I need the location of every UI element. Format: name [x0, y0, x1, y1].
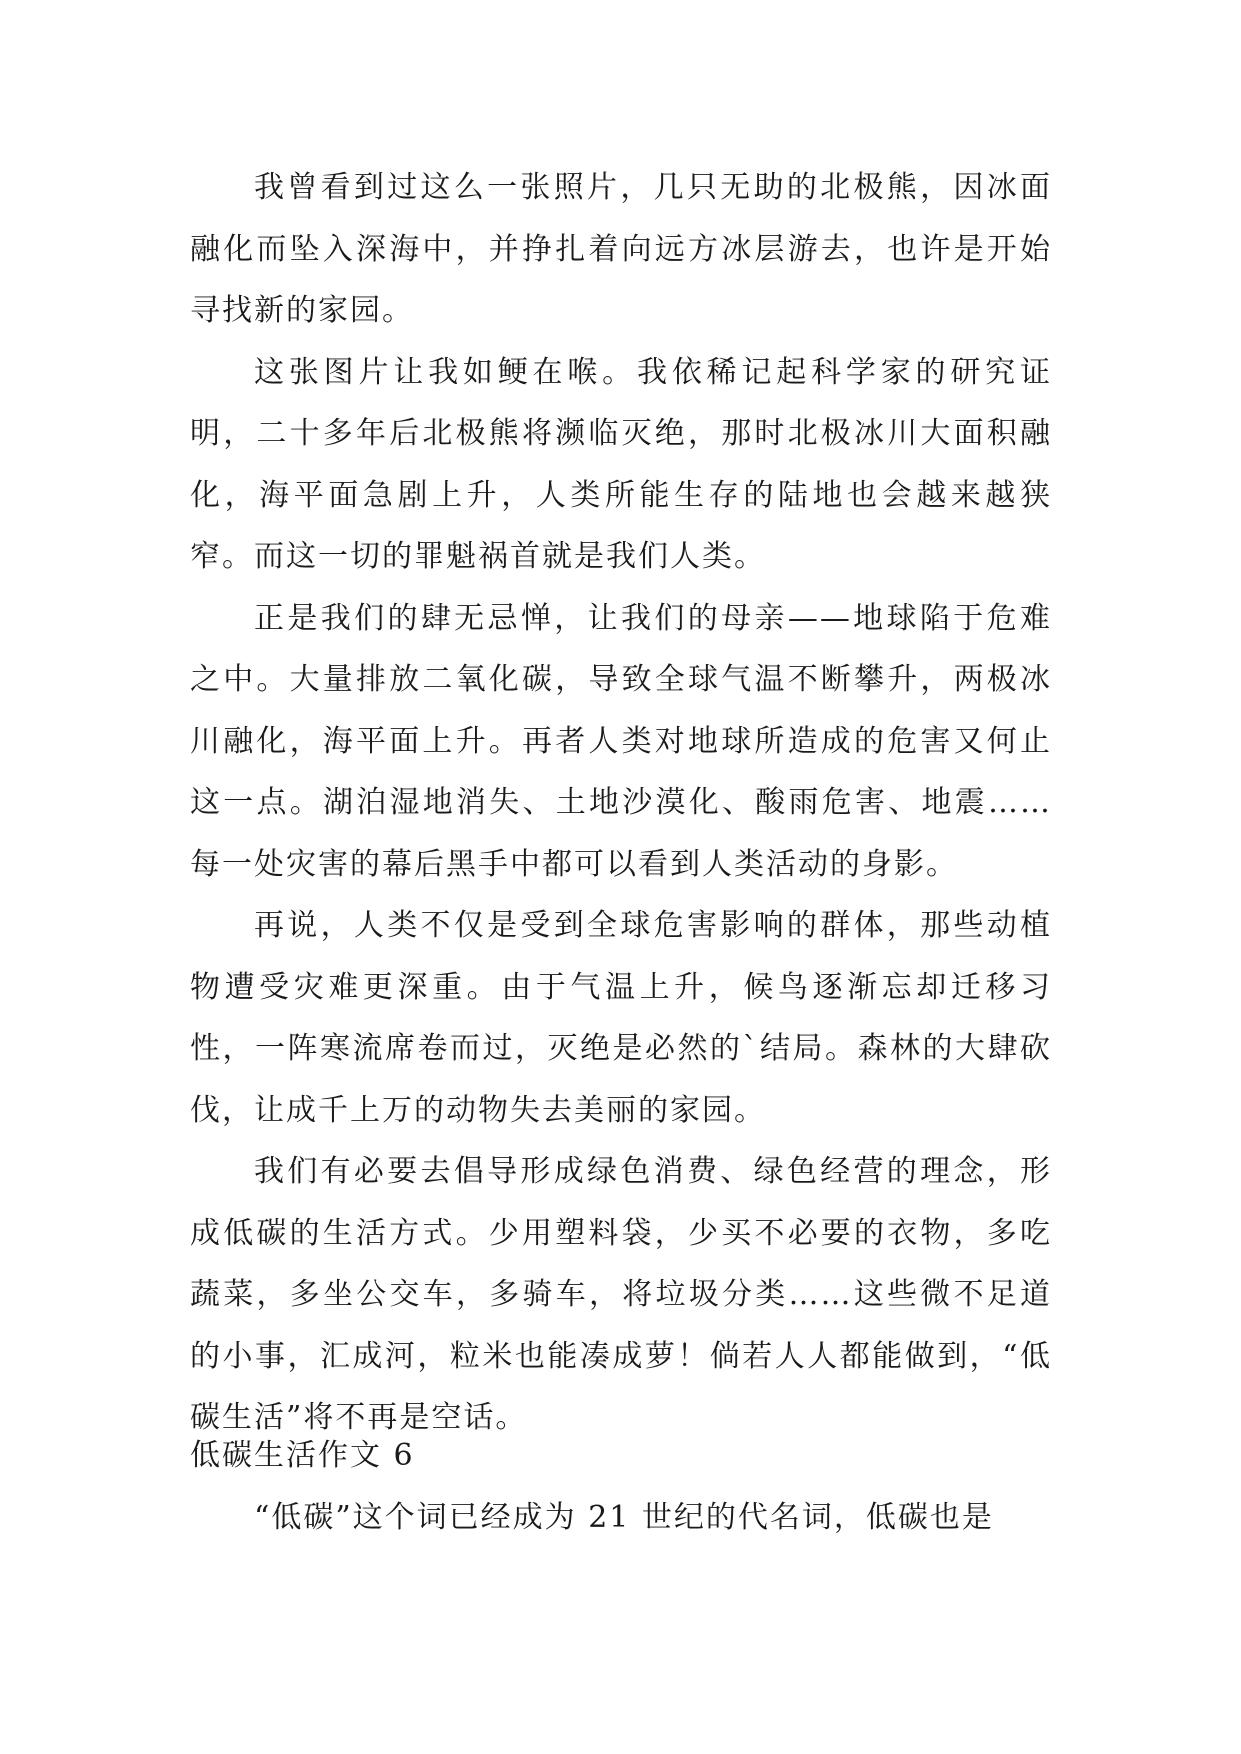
paragraph-low-carbon-lifestyle: 我们有必要去倡导形成绿色消费、绿色经营的理念，形成低碳的生活方式。少用塑料袋，少买不必要的衣物，多吃蔬菜，多坐公交车，多骑车，将垃圾分类……这些微不足道的小事，汇成河，粒米也能凑成萝！倘若人人都能做到，“低碳生活”将不再是空话。: [190, 1154, 1052, 1435]
section-heading: 低碳生活作文 6: [190, 1438, 415, 1473]
essay-body: [190, 157, 1052, 1449]
paragraph-animals-suffering: 再说，人类不仅是受到全球危害影响的群体，那些动植物遭受灾难更深重。由于气温上升，候鸟逐渐忘却迁移习性，一阵寒流席卷而过，灭绝是必然的`结局。森林的大肆砍伐，让成千上万的动物失去美丽的家园。: [190, 908, 1052, 1128]
next-essay-body: [190, 1487, 1052, 1549]
paragraph-low-carbon-intro: “低碳”这个词已经成为 21 世纪的代名词，低碳也是: [254, 1500, 994, 1535]
paragraph-scientist-research: 这张图片让我如鲠在喉。我依稀记起科学家的研究证明，二十多年后北极熊将濒临灭绝，那时北极冰川大面积融化，海平面急剧上升，人类所能生存的陆地也会越来越狭窄。而这一切的罪魁祸首就是我们人类。: [190, 354, 1052, 574]
paragraph-polar-bear-photo: 我曾看到过这么一张照片，几只无助的北极熊，因冰面融化而坠入深海中，并挣扎着向远方冰层游去，也许是开始寻找新的家园。: [190, 170, 1052, 328]
section-heading-block: [190, 1425, 1052, 1487]
paragraph-earth-in-danger: 正是我们的肆无忌惮，让我们的母亲——地球陷于危难之中。大量排放二氧化碳，导致全球气温不断攀升，两极冰川融化，海平面上升。再者人类对地球所造成的危害又何止这一点。湖泊湿地消失、土地沙漠化、酸雨危害、地震……每一处灾害的幕后黑手中都可以看到人类活动的身影。: [190, 600, 1052, 882]
